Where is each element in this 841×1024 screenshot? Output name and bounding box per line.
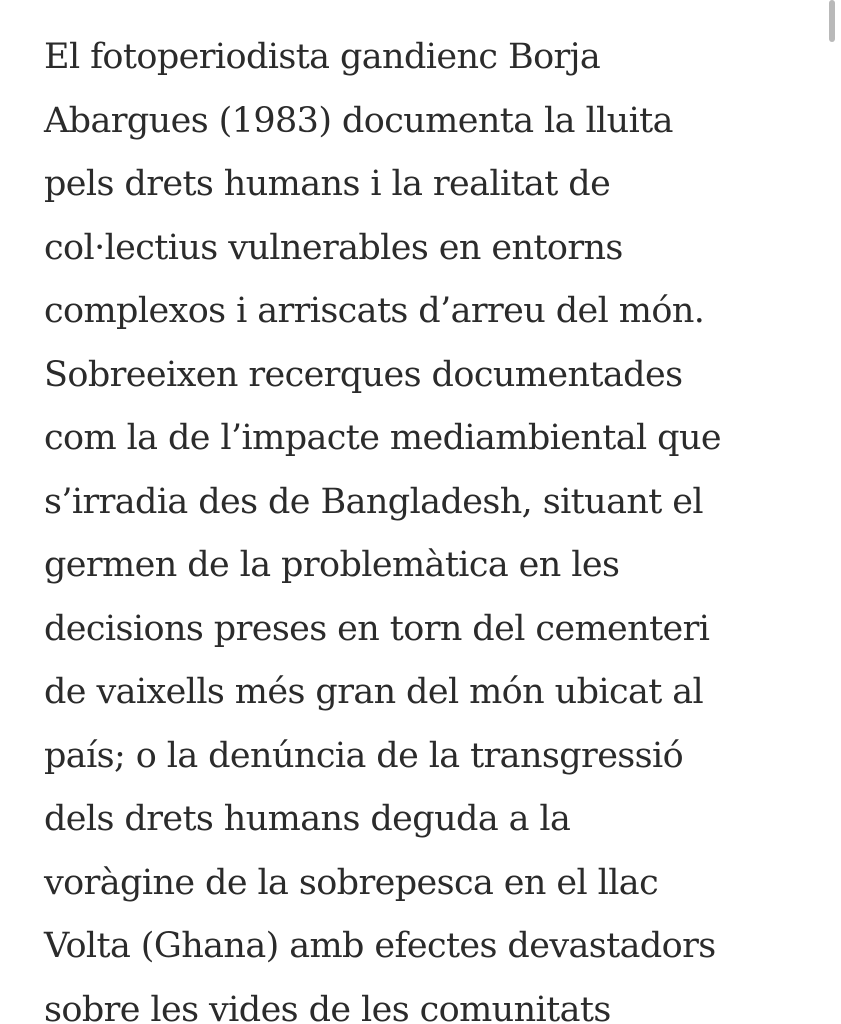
paragraph-line: El fotoperiodista gandienc Borja bbox=[44, 37, 601, 77]
paragraph-line: Sobreeixen recerques documentades bbox=[44, 354, 683, 395]
paragraph-line: de vaixells més gran del món ubicat al bbox=[44, 672, 704, 712]
paragraph-line: s’irradia des de Bangladesh, situant el bbox=[44, 481, 703, 522]
paragraph-line: Volta (Ghana) amb efectes devastadors bbox=[44, 926, 716, 966]
paragraph-line: país; o la denúncia de la transgressió bbox=[44, 735, 684, 776]
paragraph-line: sobre les vides de les comunitats bbox=[44, 989, 611, 1024]
paragraph-line: col·lectius vulnerables en entorns bbox=[44, 227, 623, 268]
paragraph-line: complexos i arriscats d’arreu del món. bbox=[44, 291, 705, 331]
paragraph-line: germen de la problemàtica en les bbox=[44, 545, 620, 585]
paragraph-line: com la de l’impacte mediambiental que bbox=[44, 418, 722, 458]
paragraph-line: dels drets humans deguda a la bbox=[44, 799, 571, 839]
paragraph-line: Abargues (1983) documenta la lluita bbox=[44, 100, 673, 141]
article-paragraph bbox=[44, 26, 834, 1024]
paragraph-line: voràgine de la sobrepesca en el llac bbox=[44, 862, 659, 903]
paragraph-line: pels drets humans i la realitat de bbox=[44, 164, 611, 204]
paragraph-line: decisions preses en torn del cementeri bbox=[44, 608, 710, 649]
